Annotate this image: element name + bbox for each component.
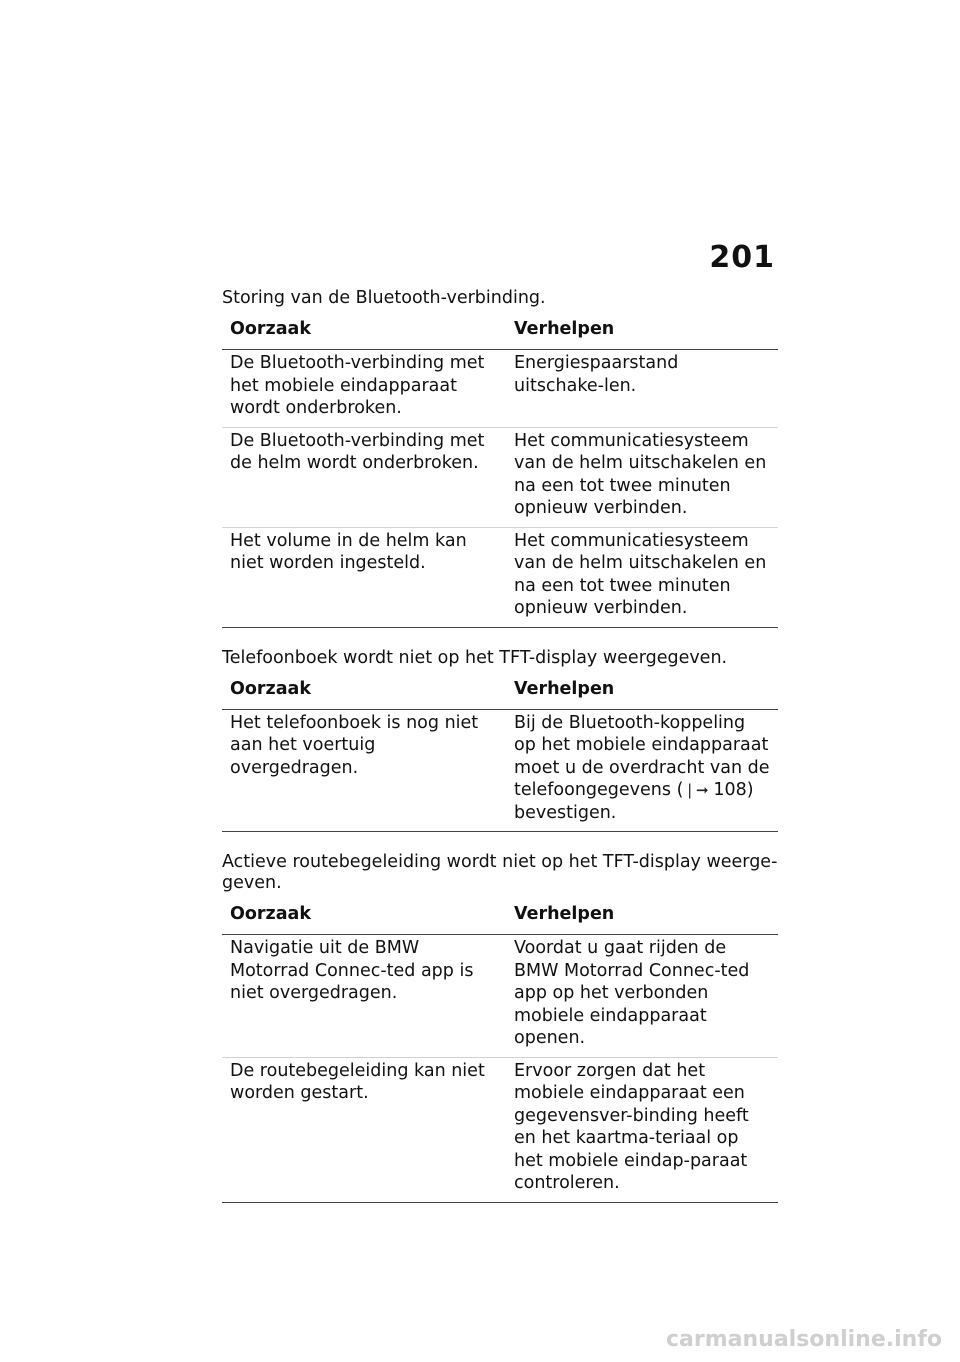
table-row — [222, 427, 778, 527]
section-title: Telefoonboek wordt niet op het TFT-display weergegeven. — [222, 647, 728, 668]
troubleshooting-table — [222, 673, 778, 833]
watermark: carmanualsonline.info — [666, 1327, 942, 1352]
section-title: Actieve routebegeleiding wordt niet op het TFT-display weerge-geven. — [222, 852, 778, 893]
table-row — [222, 709, 778, 832]
cause-cell: De Bluetooth-verbinding met het mobiele eindapparaat wordt onderbroken. — [222, 350, 506, 428]
cause-cell: Het volume in de helm kan niet worden ingesteld. — [222, 527, 506, 627]
fix-cell: Het communicatiesysteem van de helm uitschakelen en na een tot twee minuten opnieuw verbinden. — [506, 427, 778, 527]
page-number: 201 — [709, 240, 775, 275]
section-bluetooth — [222, 288, 778, 628]
cause-cell: Het telefoonboek is nog niet aan het voertuig overgedragen. — [222, 709, 506, 832]
cause-cell: De Bluetooth-verbinding met de helm wordt onderbroken. — [222, 427, 506, 527]
section-phonebook — [222, 648, 778, 833]
header-fix: Verhelpen — [506, 898, 778, 935]
table-row — [222, 350, 778, 428]
fix-text-after: ) bevestigen. — [514, 780, 754, 823]
fix-cell: Het communicatiesysteem van de helm uitschakelen en na een tot twee minuten opnieuw verbinden. — [506, 527, 778, 627]
header-cause: Oorzaak — [222, 673, 506, 710]
cause-cell: De routebegeleiding kan niet worden gestart. — [222, 1057, 506, 1202]
cause-cell: Navigatie uit de BMW Motorrad Connec-ted app is niet overgedragen. — [222, 935, 506, 1058]
table-row — [222, 1057, 778, 1202]
table-row — [222, 935, 778, 1058]
table-header-row — [222, 898, 778, 935]
section-title: Storing van de Bluetooth-verbinding. — [222, 288, 546, 308]
troubleshooting-table — [222, 898, 778, 1203]
table-header-row — [222, 673, 778, 710]
fix-cell — [506, 709, 778, 832]
header-cause: Oorzaak — [222, 313, 506, 350]
fix-cell: Voordat u gaat rijden de BMW Motorrad Connec-ted app op het verbonden mobiele eindapparaat openen. — [506, 935, 778, 1058]
troubleshooting-table — [222, 313, 778, 628]
page-content — [222, 288, 778, 1223]
page-reference-arrow-icon: ❘➞ — [683, 781, 714, 799]
section-navigation — [222, 852, 778, 1203]
fix-cell: Energiespaarstand uitschake-len. — [506, 350, 778, 428]
header-fix: Verhelpen — [506, 673, 778, 710]
header-fix: Verhelpen — [506, 313, 778, 350]
header-cause: Oorzaak — [222, 898, 506, 935]
fix-cell: Ervoor zorgen dat het mobiele eindapparaat een gegevensver-binding heeft en het kaartma-teriaal op het mobiele eindap-paraat controleren. — [506, 1057, 778, 1202]
fix-text-before: Bij de Bluetooth-koppeling op het mobiele eindapparaat moet u de overdracht van de telefoongegevens ( — [514, 712, 770, 800]
table-header-row — [222, 313, 778, 350]
page-reference[interactable]: 108 — [713, 780, 747, 800]
table-row — [222, 527, 778, 627]
